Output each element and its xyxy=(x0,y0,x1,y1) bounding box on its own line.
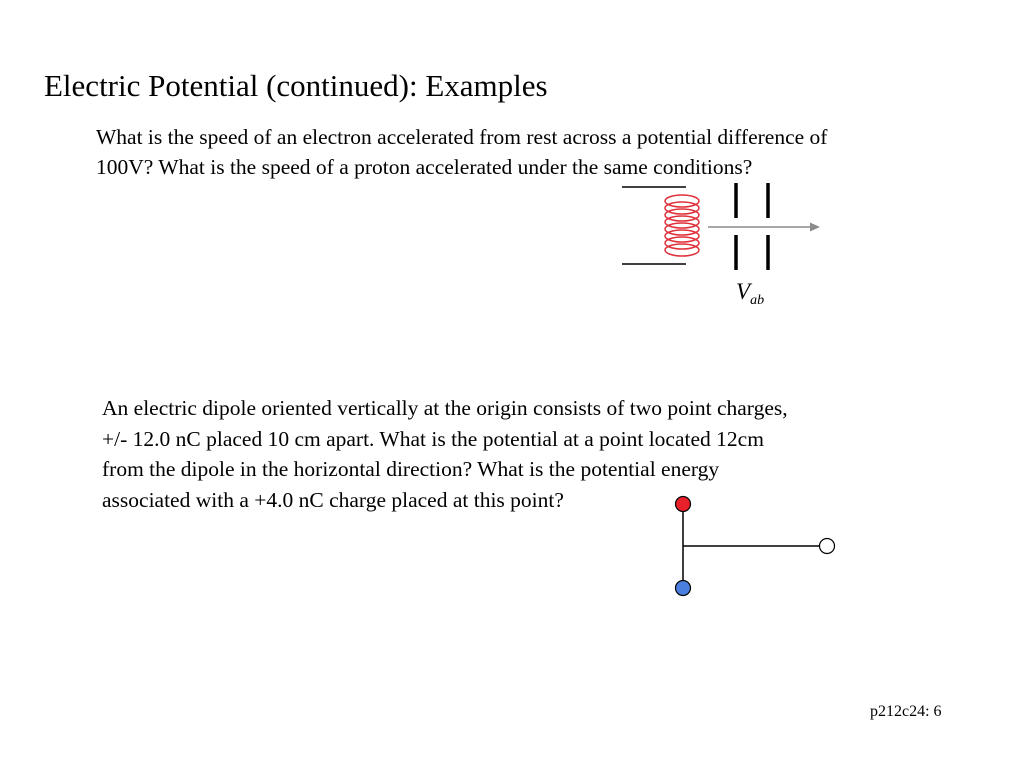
problem-2-line: associated with a +4.0 nC charge placed at this point? xyxy=(102,487,564,512)
vab-subscript: ab xyxy=(750,293,765,308)
problem-2-line: An electric dipole oriented vertically at the origin consists of two point charges, xyxy=(102,396,788,420)
problem-1-line: 100V? What is the speed of a proton accelerated under the same conditions? xyxy=(96,155,753,179)
heating-coil xyxy=(665,195,699,256)
problem-2-line: from the dipole in the horizontal direction? What is the potential energy xyxy=(102,457,720,481)
problem-1-line: What is the speed of an electron accelerated from rest across a potential difference of xyxy=(96,125,828,149)
negative-charge xyxy=(676,581,691,596)
page-number: p212c24: 6 xyxy=(870,703,942,720)
problem-2-line: +/- 12.0 nC placed 10 cm apart. What is the potential at a point located 12cm xyxy=(102,426,764,451)
slide-title: Electric Potential (continued): Examples xyxy=(44,68,548,103)
problem-2-text xyxy=(102,393,932,515)
beam-arrow-head xyxy=(810,223,820,232)
vab-main: V xyxy=(736,279,751,304)
accelerator-diagram xyxy=(622,183,820,270)
potential-difference-label xyxy=(736,278,764,315)
test-point xyxy=(820,539,835,554)
